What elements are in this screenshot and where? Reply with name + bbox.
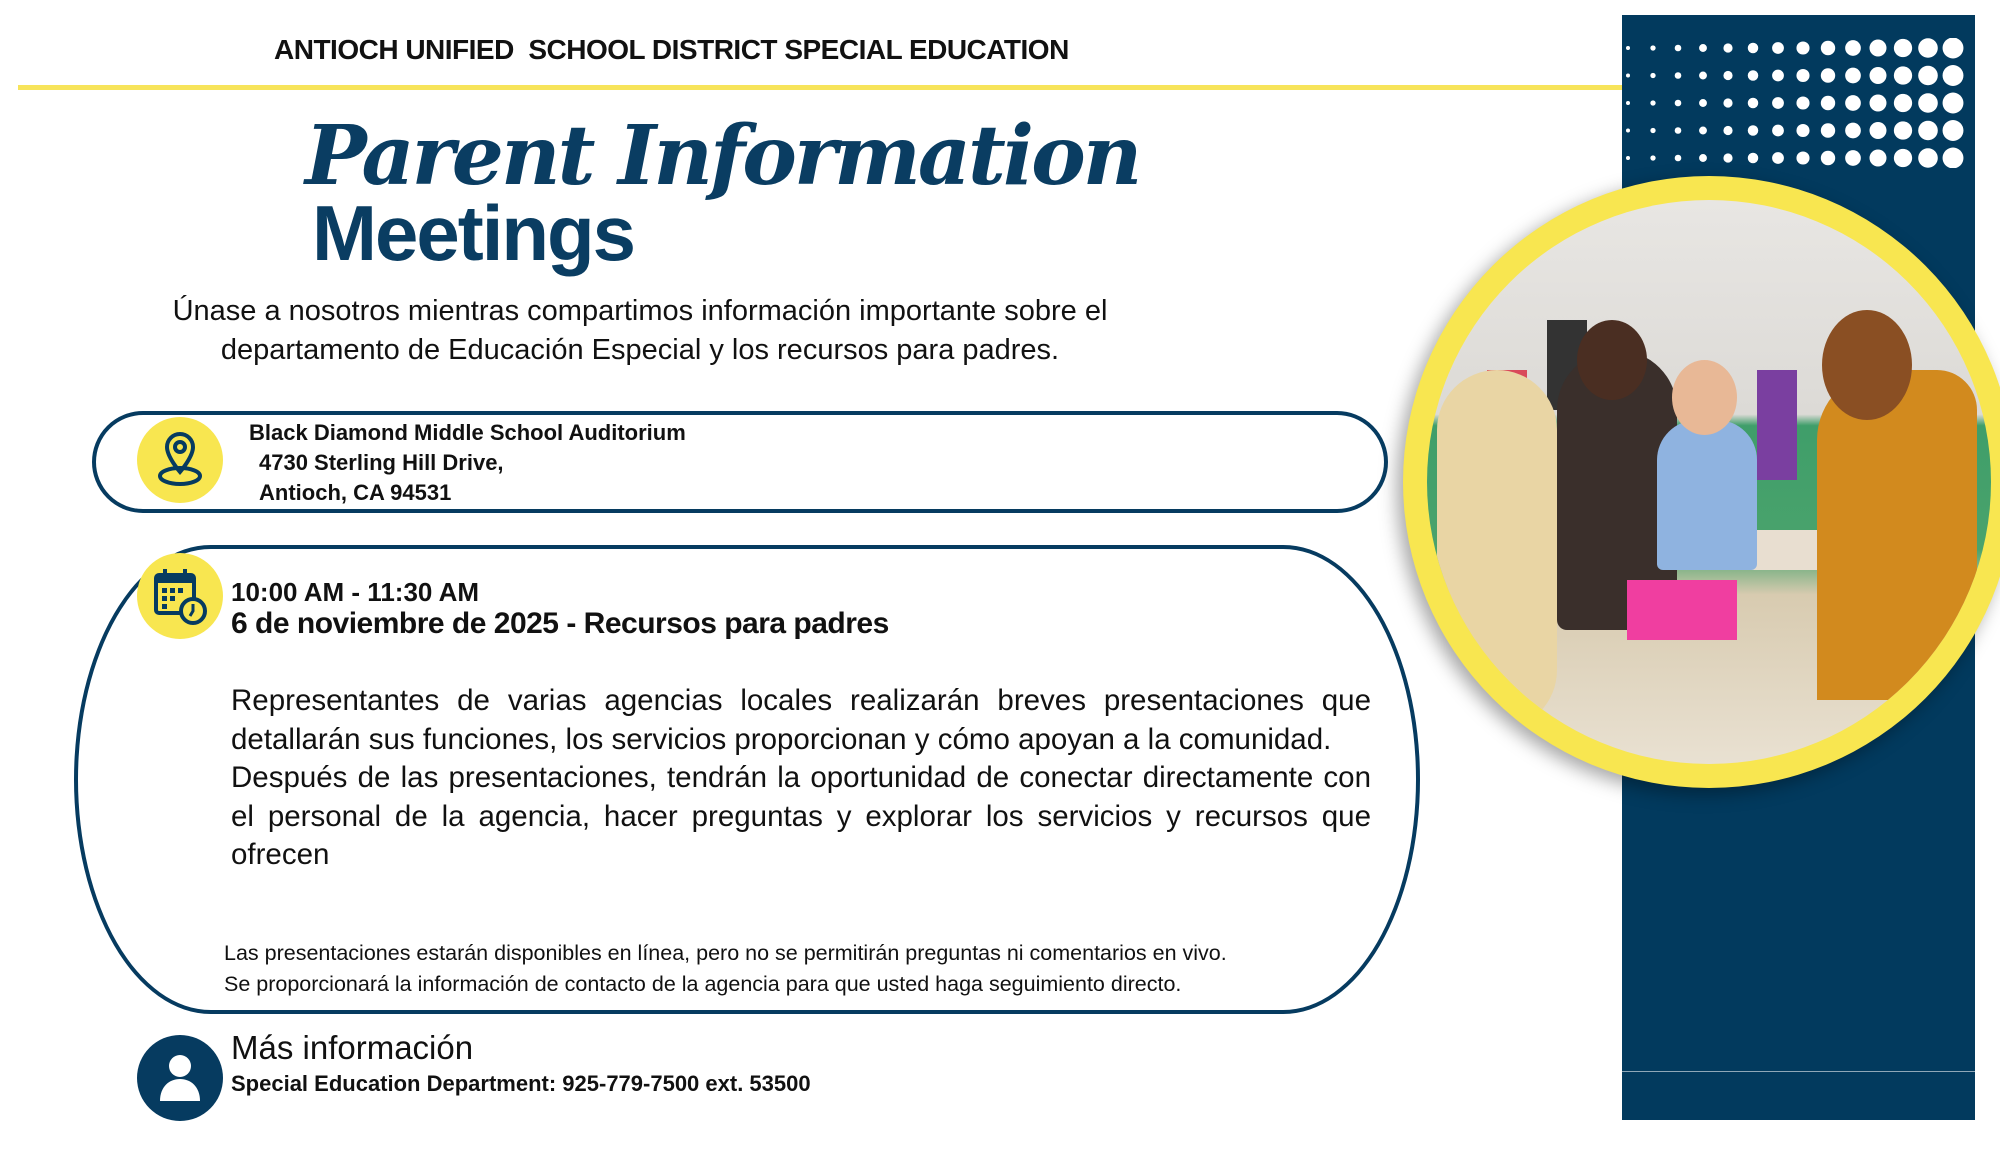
pattern-dot — [1723, 98, 1732, 107]
pattern-dot — [1772, 42, 1784, 54]
location-details — [249, 418, 686, 508]
pattern-dot — [1894, 39, 1912, 57]
pattern-dot — [1626, 46, 1630, 50]
calendar-clock-icon — [137, 553, 223, 639]
intro-line-2: departamento de Educación Especial y los recursos para padres. — [220, 334, 1060, 366]
pattern-dot — [1699, 72, 1707, 80]
pattern-dot — [1821, 123, 1835, 137]
pattern-dot — [1796, 151, 1809, 164]
city-address: Antioch, CA 94531 — [259, 480, 452, 505]
event-date: 6 de noviembre de 2025 - Recursos para padres — [231, 607, 889, 640]
pattern-dot — [1943, 120, 1964, 141]
pattern-dot — [1699, 44, 1707, 52]
pattern-dot — [1870, 67, 1887, 84]
pattern-dot — [1918, 93, 1938, 113]
map-pin-icon — [137, 417, 223, 503]
pattern-dot — [1894, 149, 1912, 167]
pattern-dot — [1748, 98, 1759, 109]
pattern-dot — [1772, 152, 1784, 164]
pattern-dot — [1943, 148, 1964, 168]
pattern-dot — [1918, 121, 1938, 141]
pattern-dot — [1894, 66, 1912, 84]
pattern-dot — [1821, 96, 1835, 110]
contact-phone: Special Education Department: 925-779-7500 ext. 53500 — [231, 1071, 811, 1096]
pattern-dot — [1821, 151, 1835, 165]
pattern-dot — [1650, 45, 1655, 50]
pattern-dot — [1845, 150, 1861, 166]
pattern-dot — [1675, 72, 1682, 79]
pattern-dot — [1626, 156, 1630, 160]
title-meetings: Meetings — [312, 189, 635, 277]
district-header: ANTIOCH UNIFIED SCHOOL DISTRICT SPECIAL EDUCATION — [274, 34, 1069, 65]
pattern-dot — [1894, 121, 1912, 139]
pattern-dot — [1626, 74, 1630, 78]
pattern-dot — [1845, 123, 1861, 139]
pattern-dot — [1918, 148, 1938, 168]
description-paragraph-2: Después de las presentaciones, tendrán la oportunidad de conectar directamente con el personal de la agencia, hacer preguntas y explorar los servicios y recursos que ofrecen — [231, 761, 1371, 871]
pattern-dot — [1870, 40, 1887, 57]
pattern-dot — [1748, 125, 1759, 136]
event-time: 10:00 AM - 11:30 AM — [231, 577, 480, 607]
pattern-dot — [1845, 95, 1861, 111]
pattern-dot — [1918, 66, 1938, 86]
person-icon — [137, 1035, 223, 1121]
pattern-dot — [1796, 41, 1809, 54]
pattern-dot — [1675, 127, 1682, 134]
pattern-dot — [1870, 95, 1887, 112]
pattern-dot — [1845, 68, 1861, 84]
pattern-dot — [1772, 97, 1784, 109]
pattern-dot — [1772, 125, 1784, 137]
note-line-1: Las presentaciones estarán disponibles en línea, pero no se permitirán preguntas ni comentarios en vivo. — [224, 941, 1227, 965]
pattern-dot — [1723, 71, 1732, 80]
pattern-dot — [1650, 155, 1655, 160]
title-script: Parent Information — [305, 108, 1140, 204]
pattern-dot — [1870, 122, 1887, 139]
pattern-dot — [1845, 40, 1861, 56]
note-line-2: Se proporcionará la información de contacto de la agencia para que usted haga seguimiento directo. — [224, 972, 1182, 996]
classroom-photo — [1403, 176, 2000, 788]
pattern-dot — [1821, 68, 1835, 82]
pattern-dot — [1675, 100, 1682, 107]
pattern-dot — [1894, 94, 1912, 112]
street-address: 4730 Sterling Hill Drive, — [259, 450, 504, 475]
event-description — [231, 682, 1371, 875]
pattern-dot — [1821, 41, 1835, 55]
description-paragraph-1: Representantes de varias agencias locales realizarán breves presentaciones que detallarán sus funciones, los servicios proporcionan y cómo apoyan a la comunidad. — [231, 684, 1371, 756]
pattern-dot — [1650, 128, 1655, 133]
pattern-dot — [1748, 70, 1759, 81]
pattern-dot — [1723, 43, 1732, 52]
pattern-dot — [1943, 93, 1964, 114]
pattern-dot — [1699, 154, 1707, 162]
pattern-dot — [1650, 100, 1655, 105]
pattern-dot — [1626, 129, 1630, 133]
venue-name: Black Diamond Middle School Auditorium — [249, 420, 686, 445]
pattern-dot — [1943, 38, 1964, 58]
pattern-dot — [1943, 65, 1964, 86]
pattern-dot — [1772, 70, 1784, 82]
dot-pattern — [1622, 38, 1975, 168]
more-info-heading: Más información — [231, 1029, 474, 1066]
pattern-dot — [1748, 153, 1759, 164]
panel-divider — [1622, 1071, 1975, 1072]
event-note — [224, 938, 1227, 1000]
pattern-dot — [1699, 127, 1707, 135]
pattern-dot — [1675, 155, 1682, 162]
pattern-dot — [1918, 38, 1938, 58]
pattern-dot — [1870, 150, 1887, 167]
pattern-dot — [1796, 124, 1809, 137]
pattern-dot — [1796, 69, 1809, 82]
pattern-dot — [1723, 153, 1732, 162]
header-divider — [18, 85, 1622, 90]
intro-line-1: Únase a nosotros mientras compartimos información importante sobre el — [172, 295, 1108, 327]
pattern-dot — [1626, 101, 1630, 105]
pattern-dot — [1723, 126, 1732, 135]
pattern-dot — [1675, 45, 1682, 52]
pattern-dot — [1650, 73, 1655, 78]
intro-text — [100, 292, 1180, 370]
pattern-dot — [1796, 96, 1809, 109]
pattern-dot — [1748, 43, 1759, 54]
pattern-dot — [1699, 99, 1707, 107]
